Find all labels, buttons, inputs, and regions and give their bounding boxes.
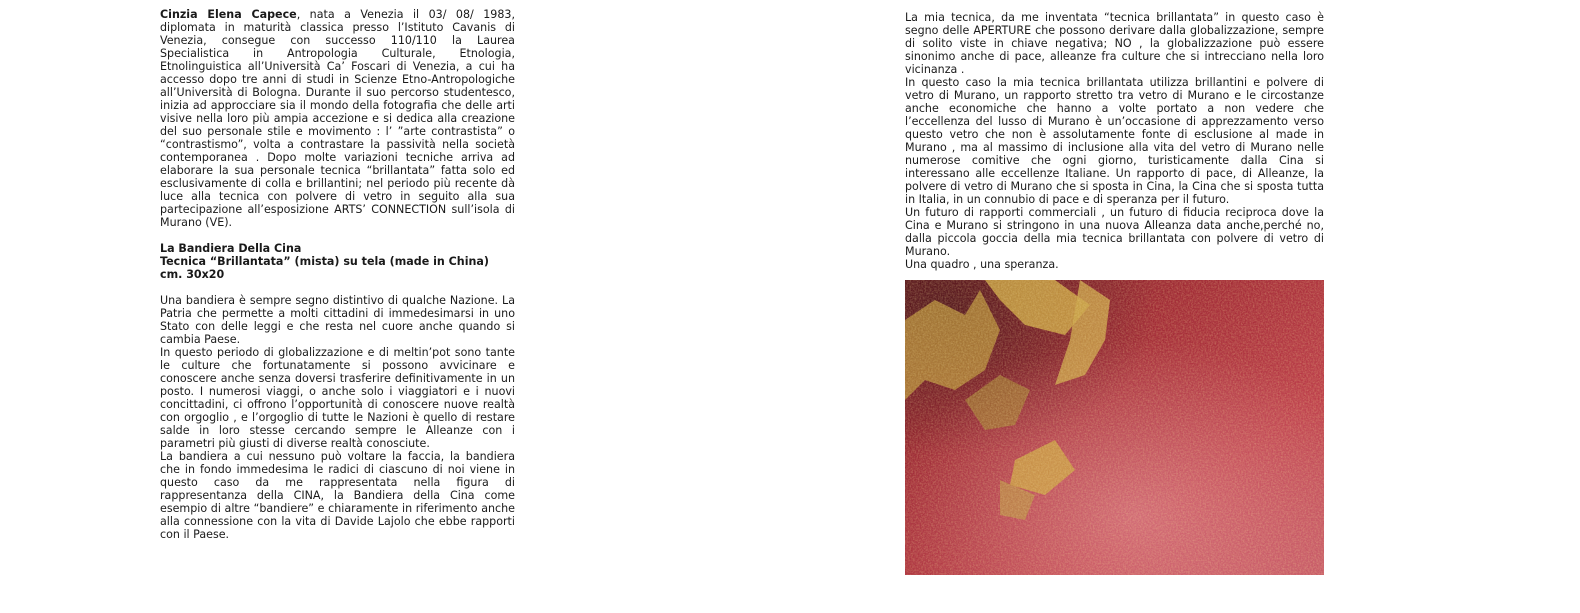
paragraph: La bandiera a cui nessuno può voltare la faccia, la bandiera che in fondo immedesima le radici di ciascuno di noi viene in questo caso da me rappresentata nella figura di rappresentanza della CINA, la Bandiera della Cina come esempio di altre “bandiere” e chiaramente in riferimento anche alla connessione con la vita di Davide Lajolo che ebbe rapporti con il Paese.	[160, 450, 515, 541]
china-flag-painting	[905, 280, 1324, 575]
artwork-title: La Bandiera Della Cina	[160, 242, 302, 255]
bio-text: , nata a Venezia il 03/ 08/ 1983, diplomata in maturità classica presso l’Istituto Cavanis di Venezia, consegue con successo 110/110 la Laurea Specialistica in Antropologia Culturale, Etnologia, Etnolinguistica all’Università Ca’ Foscari di Venezia, a cui ha accesso dopo tre anni di studi in Scienze Etno-Antropologiche all’Università di Bologna. Durante il suo percorso studentesco, inizia ad approcciare sia il mondo della fotografia che delle arti visive nella loro più ampia accezione e si dedica alla creazione del suo personale stile e movimento : l’ ”arte contrastista” o “contrastismo”, volta a contrastare la passività nella società contemporanea . Dopo molte variazioni tecniche arriva ad elaborare la sua personale tecnica “brillantata” fatta solo ed esclusivamente di colla e brillantini; nel periodo più recente dà luce alla tecnica con polvere di vetro in seguito alla sua partecipazione all’esposizione ARTS’ CONNECTION sull’isola di Murano (VE).	[160, 8, 516, 229]
paragraph: Una bandiera è sempre segno distintivo di qualche Nazione. La Patria che permette a molti cittadini di immedesimarsi in uno Stato con delle leggi e che resta nel cuore anche quando si cambia Paese.	[160, 294, 515, 346]
right-column	[905, 11, 1324, 271]
bio-paragraph	[160, 8, 515, 229]
artwork-image	[905, 280, 1324, 575]
paragraph: In questo periodo di globalizzazione e di meltin’pot sono tante le culture che fortunatamente si possono avvicinare e conoscere anche senza doversi trasferire definitivamente in un posto. I numerosi viaggi, o anche solo i viaggiatori e i nuovi concittadini, ci offrono l’opportunità di conoscere nuove realtà con orgoglio , e l’orgoglio di tutte le Nazioni è quello di restare salde in loro stesse cercando sempre le Alleanze con i parametri più giusti di diverse realtà conosciute.	[160, 346, 515, 450]
paragraph: Un futuro di rapporti commerciali , un futuro di fiducia reciproca dove la Cina e Murano si stringono in una nuova Alleanza data anche,perché no, dalla piccola goccia della mia tecnica brillantata con polvere di vetro di Murano.	[905, 206, 1324, 258]
artwork-heading	[160, 242, 515, 281]
paragraph: Una quadro , una speranza.	[905, 258, 1059, 271]
left-column	[160, 8, 515, 541]
artwork-technique: Tecnica “Brillantata” (mista) su tela (made in China)	[160, 255, 489, 268]
artwork-size: cm. 30x20	[160, 268, 225, 281]
artist-name: Cinzia Elena Capece	[160, 8, 297, 21]
paragraph: La mia tecnica, da me inventata “tecnica brillantata” in questo caso è segno delle APERTURE che possono derivare dalla globalizzazione, sempre di solito viste in chiave negativa; NO , la globalizzazione può essere sinonimo anche di pace, alleanze fra culture che si intrecciano nella loro vicinanza .	[905, 11, 1324, 76]
paragraph: In questo caso la mia tecnica brillantata utilizza brillantini e polvere di vetro di Murano, un rapporto stretto tra vetro di Murano e le circostanze anche economiche che hanno a volte portato a non vedere che l’eccellenza del lusso di Murano è un’occasione di apprezzamento verso questo vetro che non è assolutamente fonte di esclusione al made in Murano , ma al massimo di inclusione alla vita del vetro di Murano nelle numerose comitive che ogni giorno, turisticamente dalla Cina si interessano alle eccellenze Italiane. Un rapporto di pace, di Alleanze, la polvere di vetro di Murano che si sposta in Cina, la Cina che si sposta tutta in Italia, in un connubio di pace e di speranza per il futuro.	[905, 76, 1324, 206]
